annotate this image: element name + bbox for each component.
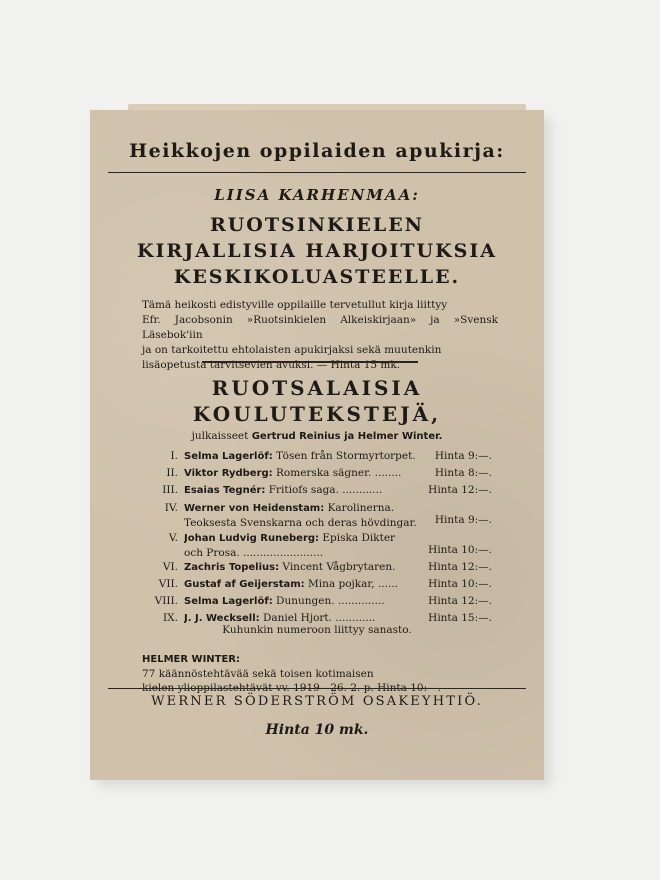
entry-price: Hinta 9:—. xyxy=(434,450,492,462)
list-item xyxy=(142,448,492,465)
entry-number: II. xyxy=(166,467,178,479)
top-divider xyxy=(108,172,526,173)
entry-title: Karolinerna. xyxy=(327,502,395,514)
series-title-line-2: KOULUTEKSTEJÄ, xyxy=(192,402,442,426)
entry-author: Esaias Tegnér: xyxy=(184,485,266,496)
series-title-line-1: RUOTSALAISIA xyxy=(211,376,423,400)
entry-title: Dunungen. .............. xyxy=(276,595,385,607)
editors-prefix: julkaisseet xyxy=(191,430,249,442)
list-item xyxy=(142,593,492,610)
series-editors xyxy=(90,430,544,442)
publisher-name: WERNER SÖDERSTRÖM OSAKEYHTIÖ. xyxy=(151,694,483,709)
book1-title-line-2: KIRJALLISIA HARJOITUKSIA xyxy=(137,240,497,262)
bottom-divider xyxy=(108,688,526,689)
editors-names: Gertrud Reinius ja Helmer Winter. xyxy=(251,431,443,442)
list-item xyxy=(142,465,492,482)
entry-title: Romerska sägner. ........ xyxy=(276,467,402,479)
entry-number: III. xyxy=(162,484,178,496)
entry-price: Hinta 12:—. xyxy=(428,484,492,496)
entry-number: VIII. xyxy=(154,595,178,607)
entry-price: Hinta 10:—. xyxy=(428,544,492,556)
vocabulary-note: Kuhunkin numeroon liittyy sanasto. xyxy=(222,624,412,636)
entry-number: VII. xyxy=(158,578,178,590)
cover-heading: Heikkojen oppilaiden apukirja: xyxy=(129,140,505,162)
entry-author: Werner von Heidenstam: xyxy=(184,503,325,514)
entry-author: Viktor Rydberg: xyxy=(184,468,273,479)
list-item xyxy=(142,559,492,576)
entry-title: Mina pojkar, ...... xyxy=(308,578,398,590)
description-line: Tämä heikosti edistyville oppilaille tervetullut kirja liittyy xyxy=(142,299,448,311)
entry-price: Hinta 8:—. xyxy=(434,467,492,479)
series-list xyxy=(142,448,492,627)
middle-divider xyxy=(202,361,418,363)
list-item xyxy=(142,529,492,559)
entry-author: Zachris Topelius: xyxy=(184,562,280,573)
entry-author: Selma Lagerlöf: xyxy=(184,596,273,607)
book1-title-line-1: RUOTSINKIELEN xyxy=(209,214,425,236)
entry-price: Hinta 12:—. xyxy=(428,595,492,607)
entry-author: Johan Ludvig Runeberg: xyxy=(184,533,320,544)
description-line: Efr. Jacobsonin »Ruotsinkielen Alkeiskirjaan» ja »Svensk Läsebok'iin xyxy=(142,314,498,341)
entry-number: I. xyxy=(170,450,178,462)
description-line: ja on tarkoitettu ehtolaisten apukirjaksi sekä muutenkin xyxy=(142,344,442,356)
book1-author: LIISA KARHENMAA: xyxy=(214,186,420,204)
entry-title: Fritiofs saga. ............ xyxy=(268,484,383,496)
entry-title: Daniel Hjort. ............ xyxy=(262,612,376,624)
entry-number: VI. xyxy=(162,561,178,573)
entry-price: Hinta 9:—. xyxy=(434,514,492,526)
winter-line-1: 77 käännöstehtävää sekä toisen kotimaisen xyxy=(142,668,374,680)
list-item xyxy=(142,499,492,529)
entry-title: Episka Dikter xyxy=(322,532,396,544)
entry-number: IV. xyxy=(164,502,178,514)
book1-title-line-3: KESKIKOLUASTEELLE. xyxy=(173,266,461,288)
list-item xyxy=(142,576,492,593)
description-line: lisäopetusta tarvitsevien avuksi. — Hinta 15 mk. xyxy=(142,359,401,371)
entry-author: J. J. Wecksell: xyxy=(184,613,260,624)
entry-price: Hinta 12:—. xyxy=(428,561,492,573)
list-item xyxy=(142,482,492,499)
entry-number: V. xyxy=(168,532,178,544)
entry-title-line-2: och Prosa. ........................ xyxy=(184,547,324,559)
winter-author: HELMER WINTER: xyxy=(142,654,241,665)
entry-title: Tösen från Stormyrtorpet. xyxy=(276,450,416,462)
entry-number: IX. xyxy=(163,612,178,624)
entry-author: Gustaf af Geijerstam: xyxy=(184,579,305,590)
winter-line-2: kielen ylioppilastehtävät vv. 1919—26. 2. p. Hinta 10:—. xyxy=(142,682,441,694)
book-back-cover xyxy=(90,110,544,780)
entry-author: Selma Lagerlöf: xyxy=(184,451,273,462)
entry-title: Vincent Vågbrytaren. xyxy=(282,561,396,573)
entry-price: Hinta 15:—. xyxy=(428,612,492,624)
entry-title-line-2: Teoksesta Svenskarna och deras hövdingar. xyxy=(184,517,417,529)
entry-price: Hinta 10:—. xyxy=(428,578,492,590)
cover-price: Hinta 10 mk. xyxy=(265,722,369,738)
